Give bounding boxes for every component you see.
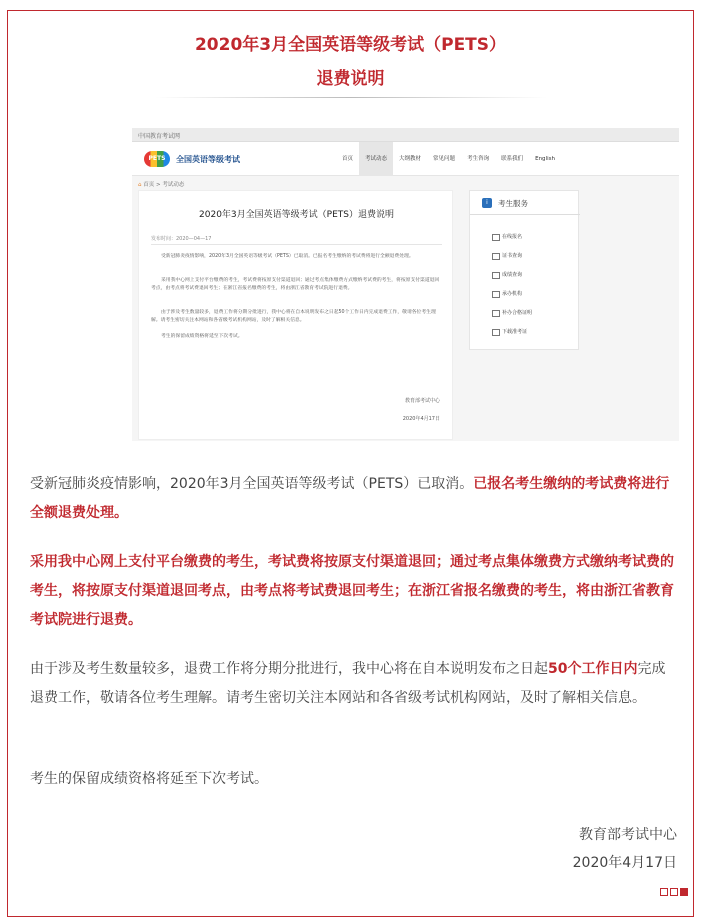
breadcrumb-separator: > [156, 182, 161, 188]
service-panel-header [470, 191, 580, 215]
highlight-text: 采用我中心网上支付平台缴费的考生，考试费将按原支付渠道退回；通过考点集体缴费方式缴纳考试费的考生，将按原支付渠道退回考点，由考点将考试费退回考生；在浙江省报名缴费的考生，将由浙江省教育考试院进行退费。 [30, 554, 674, 628]
service-item-score[interactable]: 成绩查询 [502, 272, 523, 278]
paragraph-text: 完成退费工作，敬请各位考生理解。请考生密切关注本网站和各省级考试机构网站，及时了解相关信息。 [30, 661, 666, 706]
body-paragraph-3 [30, 655, 674, 713]
corner-ornament [660, 888, 688, 896]
nav-item-news[interactable]: 考试动态 [359, 142, 393, 176]
breadcrumb-current[interactable]: 考试动态 [162, 182, 185, 188]
nav-item-english[interactable]: English [535, 156, 555, 162]
paragraph-text: 受新冠肺炎疫情影响，2020年3月全国英语等级考试（PETS）已取消。 [30, 476, 474, 492]
website-screenshot [132, 128, 679, 441]
highlight-text: 50个工作日内 [548, 661, 638, 677]
service-panel-title: 考生服务 [498, 199, 528, 208]
service-item-admission[interactable]: 下载准考证 [502, 329, 528, 335]
article-sign-org: 教育部考试中心 [404, 398, 440, 404]
home-icon: ⌂ [138, 182, 142, 188]
nav-item-faq[interactable]: 常见问题 [433, 156, 456, 162]
nav-item-syllabus[interactable]: 大纲教材 [399, 156, 422, 162]
nav-item-contact[interactable]: 联系我们 [501, 156, 524, 162]
article-paragraph: 采用我中心网上支付平台缴费的考生，考试费将按原支付渠道退回；通过考点集体缴费方式缴纳考试费的考生，将按原支付渠道退回考点，由考点将考试费退回考生；在浙江省报名缴费的考生，将由浙江省教育考试院进行退费。 [151, 278, 440, 291]
article-date: 发布时间：2020—04—17 [151, 236, 212, 242]
title-divider [155, 97, 547, 98]
paragraph-text: 考生的保留成绩资格将延至下次考试。 [30, 771, 268, 787]
article-paragraph: 由于涉及考生数量较多，退费工作将分期分批进行，我中心将在自本说明发布之日起50个工作日内完成退费工作，敬请各位考生理解。请考生密切关注本网站和各省级考试机构网站，及时了解相关信息。 [151, 310, 436, 323]
signature-date: 2020年4月17日 [572, 855, 677, 871]
nav-item-home[interactable]: 首页 [342, 156, 354, 162]
body-paragraph-2 [30, 548, 674, 635]
nav-item-consult[interactable]: 考生咨询 [467, 156, 490, 162]
service-item-institution[interactable]: 承办机构 [502, 291, 523, 297]
service-item-reissue[interactable]: 补办合格证明 [502, 310, 533, 316]
article-paragraph: 考生的保留成绩资格将延至下次考试。 [161, 334, 243, 339]
service-panel [469, 190, 579, 350]
square-icon [670, 888, 678, 896]
square-icon [660, 888, 668, 896]
screenshot-topbar: 中国教育考试网 [132, 128, 679, 142]
body-paragraph-4 [30, 765, 674, 794]
article-title: 2020年3月全国英语等级考试（PETS）退费说明 [199, 210, 394, 220]
info-icon: i [482, 198, 492, 208]
page-subtitle: 退费说明 [316, 69, 385, 89]
site-name: 全国英语等级考试 [176, 155, 240, 164]
page-title: 2020年3月全国英语等级考试（PETS） [194, 35, 507, 55]
article-paragraph: 受新冠肺炎疫情影响，2020年3月全国英语等级考试（PETS）已取消。已报名考生缴纳的考试费将进行全额退费处理。 [161, 254, 414, 259]
service-item-certificate[interactable]: 证书查询 [502, 253, 523, 259]
screenshot-header [132, 142, 679, 176]
screenshot-nav [336, 142, 561, 176]
pets-logo: PETS [144, 151, 170, 167]
service-item-register[interactable]: 在线报名 [502, 234, 523, 240]
paragraph-text: 由于涉及考生数量较多，退费工作将分期分批进行，我中心将在自本说明发布之日起 [30, 661, 548, 677]
highlight-text: 已报名考生缴纳的考试费将进行全额退费处理。 [30, 476, 670, 521]
breadcrumb [138, 180, 184, 188]
breadcrumb-home[interactable]: 首页 [143, 182, 155, 188]
article-card [138, 190, 453, 440]
signature-org: 教育部考试中心 [579, 827, 677, 843]
article-divider [151, 244, 442, 245]
article-sign-date: 2020年4月17日 [402, 416, 440, 422]
body-paragraph-1 [30, 470, 674, 528]
square-icon [680, 888, 688, 896]
